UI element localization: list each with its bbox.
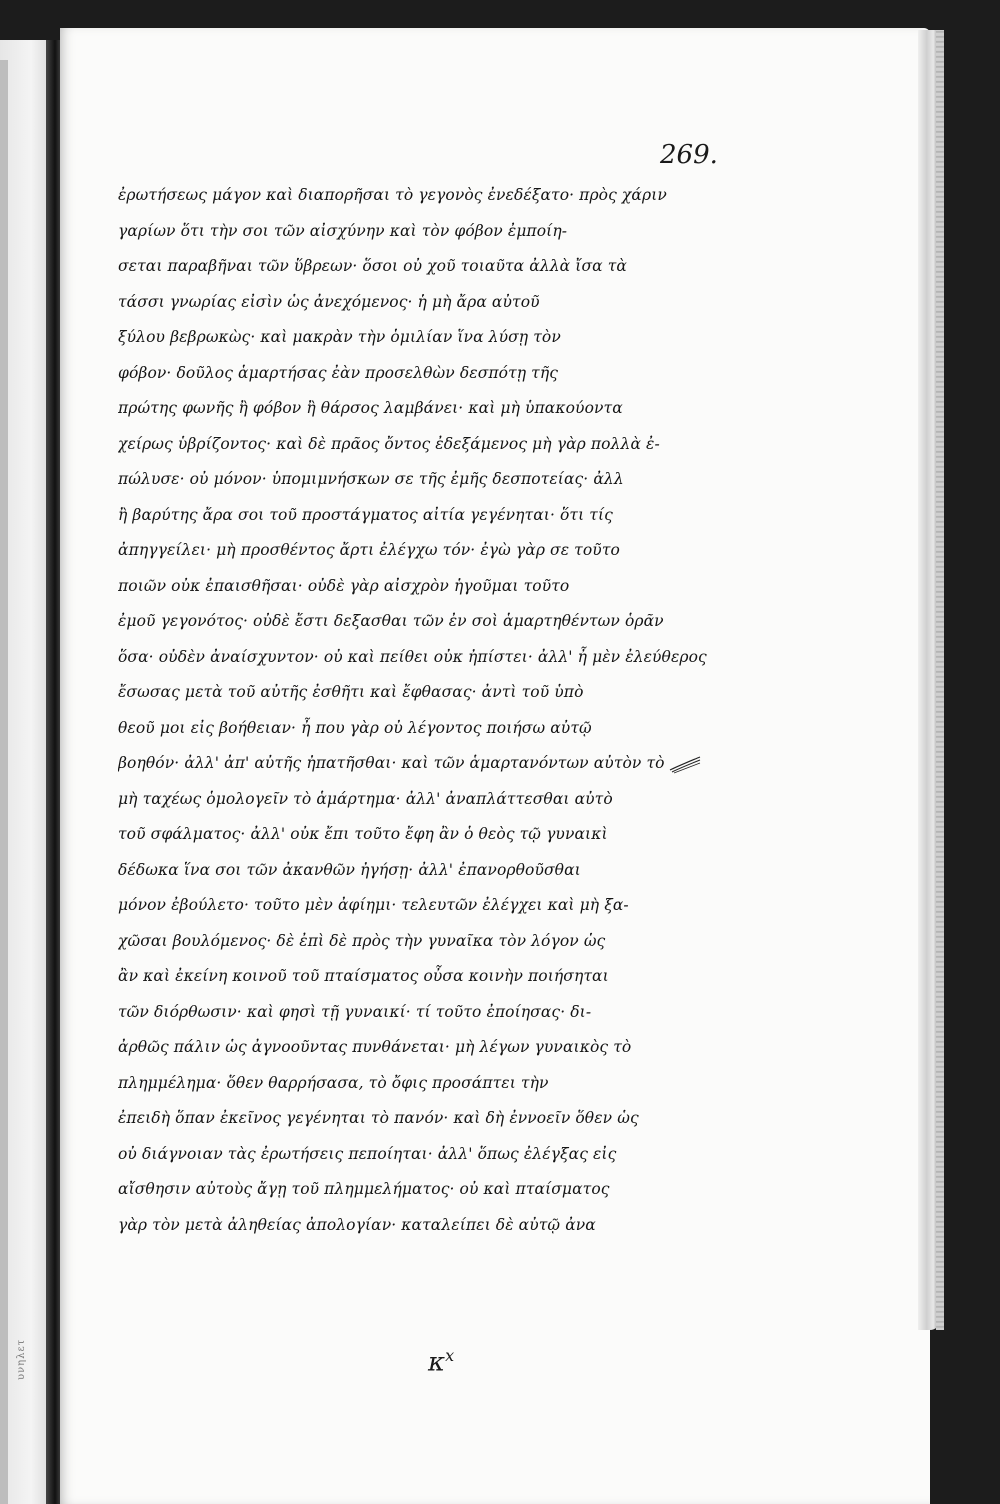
manuscript-line: ἐμοῦ γεγονότος· οὐδὲ ἔστι δεξασθαι τῶν ἐν σοὶ ἁμαρτηθέντων ὁρᾶν [118, 612, 664, 630]
stacked-leaves-edge [936, 30, 944, 1330]
folio-number: 269. [660, 140, 718, 170]
catchword-superscript: x [445, 1346, 455, 1365]
manuscript-line: πώλυσε· οὐ μόνον· ὑπομιμνήσκων σε τῆς ἐμῆς δεσποτείας· ἀλλ [118, 470, 624, 488]
manuscript-line: ἔσωσας μετὰ τοῦ αὐτῆς ἐσθῆτι καὶ ἔφθασας· ἀντὶ τοῦ ὑπὸ [118, 683, 584, 701]
manuscript-line: χείρως ὑβρίζοντος· καὶ δὲ πρᾶος ὄντος ἐδεξάμενος μὴ γὰρ πολλὰ ἐ- [118, 434, 660, 453]
left-margin-note: υνηλετ [16, 1338, 27, 1380]
manuscript-line: αἴσθησιν αὐτοὺς ἄγῃ τοῦ πλημμελήματος· οὐ καὶ πταίσματος [118, 1180, 610, 1198]
manuscript-line: ἐπειδὴ ὅπαν ἐκεῖνος γεγένηται τὸ πανόν· καὶ δὴ ἐννοεῖν ὅθεν ὡς [118, 1109, 639, 1127]
manuscript-line: ἢ βαρύτης ἄρα σοι τοῦ προστάγματος αἰτία γεγένηται· ὅτι τίς [118, 505, 613, 524]
catchword [428, 1346, 454, 1378]
manuscript-line: τῶν διόρθωσιν· καὶ φησὶ τῇ γυναικί· τί τοῦτο ἐποίησας· δι- [118, 1002, 592, 1021]
manuscript-line: φόβον· δοῦλος ἁμαρτήσας ἐὰν προσελθὼν δεσπότῃ τῆς [118, 363, 559, 382]
manuscript-line: ἀπηγγείλει· μὴ προσθέντος ἄρτι ἐλέγχω τόν· ἐγὼ γὰρ σε τοῦτο [118, 541, 620, 559]
manuscript-line: ξύλου βεβρωκὼς· καὶ μακρὰν τὴν ὁμιλίαν ἵνα λύσῃ τὸν [118, 328, 561, 346]
manuscript-line: ἐρωτήσεως μάγον καὶ διαπορῆσαι τὸ γεγονὸς ἐνεδέξατο· πρὸς χάριν [118, 186, 667, 204]
manuscript-line: ἂν καὶ ἐκείνη κοινοῦ τοῦ πταίσματος οὖσα κοινὴν ποιήσηται [118, 967, 609, 985]
manuscript-line: βοηθόν· ἀλλ' ἀπ' αὐτῆς ἠπατῆσθαι· καὶ τῶν ἁμαρτανόντων αὐτὸν τὸ [118, 754, 665, 772]
manuscript-line: γαρίων ὅτι τὴν σοι τῶν αἰσχύνην καὶ τὸν φόβον ἐμποίη- [118, 221, 568, 240]
manuscript-line: γὰρ τὸν μετὰ ἀληθείας ἀπολογίαν· καταλείπει δὲ αὐτῷ ἀνα [118, 1215, 596, 1234]
manuscript-line: μὴ ταχέως ὁμολογεῖν τὸ ἁμάρτημα· ἀλλ' ἀναπλάττεσθαι αὐτὸ [118, 789, 613, 808]
catchword-base: κ [428, 1347, 446, 1378]
manuscript-text-block [118, 178, 708, 1243]
manuscript-line: ποιῶν οὐκ ἐπαισθῆσαι· οὐδὲ γὰρ αἰσχρὸν ἡγοῦμαι τοῦτο [118, 576, 570, 595]
manuscript-line: ἀρθῶς πάλιν ὡς ἀγνοοῦντας πυνθάνεται· μὴ λέγων γυναικὸς τὸ [118, 1038, 632, 1056]
manuscript-line: πλημμέλημα· ὅθεν θαρρήσασα, τὸ ὄφις προσάπτει τὴν [118, 1073, 549, 1092]
manuscript-line: ὅσα· οὐδὲν ἀναίσχυντον· οὐ καὶ πείθει οὐκ ἠπίστει· ἀλλ' ἦ μὲν ἐλεύθερος [118, 647, 707, 666]
manuscript-line: χῶσαι βουλόμενος· δὲ ἐπὶ δὲ πρὸς τὴν γυναῖκα τὸν λόγον ὡς [118, 931, 606, 950]
manuscript-line: οὐ διάγνοιαν τὰς ἐρωτήσεις πεποίηται· ἀλλ' ὅπως ἐλέγξας εἰς [118, 1144, 617, 1163]
manuscript-line: τάσσι γνωρίας εἰσὶν ὡς ἀνεχόμενος· ἡ μὴ ἄρα αὐτοῦ [118, 292, 540, 311]
previous-leaf-border [0, 60, 8, 1504]
manuscript-line: πρώτης φωνῆς ἢ φόβον ἢ θάρσος λαμβάνει· καὶ μὴ ὑπακούοντα [118, 399, 623, 417]
marginal-flourish-mark [668, 754, 702, 774]
manuscript-line: τοῦ σφάλματος· ἀλλ' οὐκ ἔπι τοῦτο ἔφη ἂν ὁ θεὸς τῷ γυναικὶ [118, 825, 608, 843]
manuscript-line: μόνον ἐβούλετο· τοῦτο μὲν ἀφίημι· τελευτῶν ἐλέγχει καὶ μὴ ξα- [118, 896, 629, 914]
manuscript-line: δέδωκα ἵνα σοι τῶν ἀκανθῶν ἠγήσῃ· ἀλλ' ἐπανορθοῦσθαι [118, 860, 581, 879]
manuscript-line: σεται παραβῆναι τῶν ὕβρεων· ὅσοι οὐ χοῦ τοιαῦτα ἀλλὰ ἴσα τὰ [118, 257, 627, 275]
manuscript-line: θεοῦ μοι εἰς βοήθειαν· ἦ που γὰρ οὐ λέγοντος ποιήσω αὐτῷ [118, 718, 592, 737]
